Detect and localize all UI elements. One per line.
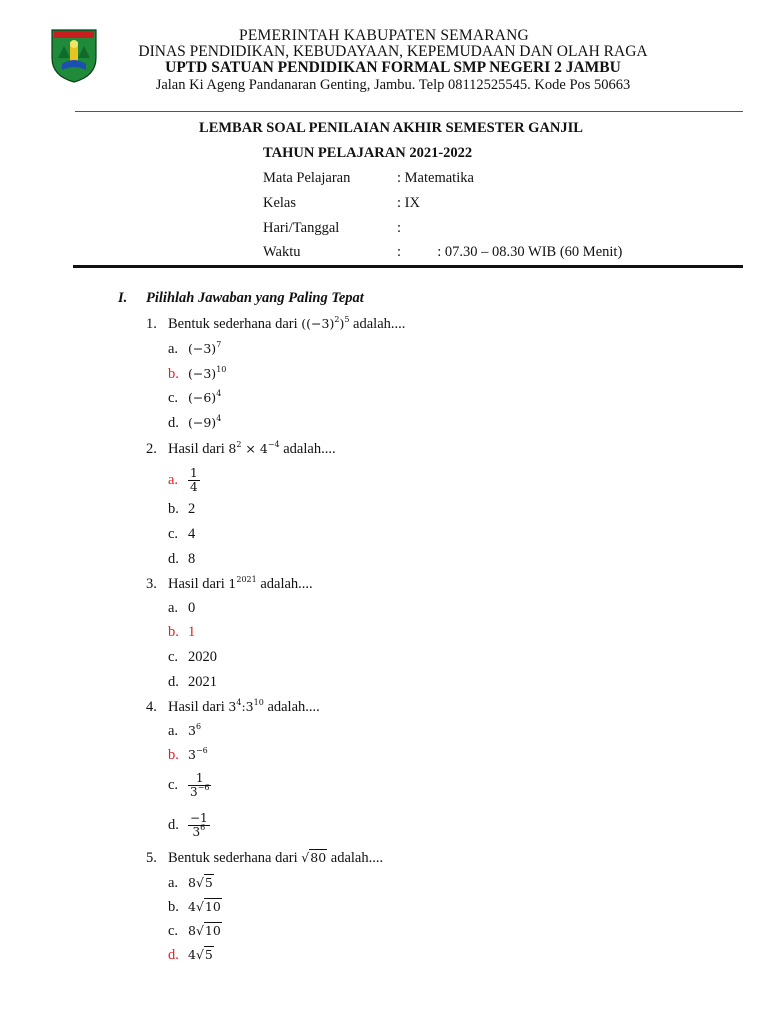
question-number: 4.	[146, 699, 157, 715]
option-letter: c.	[168, 776, 179, 793]
section-title: Pilihlah Jawaban yang Paling Tepat	[146, 290, 364, 306]
option-letter: c.	[168, 923, 179, 939]
info-label: Mata Pelajaran	[263, 170, 351, 186]
option-letter: d.	[168, 415, 179, 431]
option-fraction: $\frac{-1}{3^6}$	[190, 811, 208, 839]
header-divider	[75, 111, 743, 112]
info-label: Waktu	[263, 244, 301, 260]
option-letter: c.	[168, 649, 179, 665]
info-row-subject	[0, 170, 768, 190]
info-value: : IX	[397, 195, 420, 211]
question-text: Bentuk sederhana dari	[168, 850, 302, 866]
option-5c[interactable]	[168, 923, 222, 940]
option-math: $3^{-6}$	[188, 746, 208, 762]
option-math: $(-9)^4$	[188, 414, 222, 430]
option-letter: a.	[168, 723, 179, 739]
question-math: $3^4:3^{10}$	[228, 698, 264, 714]
question-suffix: adalah....	[256, 576, 313, 592]
question-number: 2.	[146, 441, 157, 457]
option-letter: d.	[168, 551, 179, 567]
info-value: :	[397, 220, 402, 236]
option-letter: b.	[168, 899, 179, 915]
question-suffix: adalah....	[279, 441, 336, 457]
option-letter: a.	[168, 600, 179, 616]
option-4d[interactable]	[168, 812, 210, 839]
question-text: Hasil dari	[168, 576, 229, 592]
option-1d[interactable]	[168, 415, 221, 432]
option-3b[interactable]	[168, 624, 195, 641]
option-3a[interactable]	[168, 600, 195, 617]
question-text: Hasil dari	[168, 441, 229, 457]
option-letter: b.	[168, 366, 179, 382]
option-math: $3^6$	[188, 722, 202, 738]
option-1b[interactable]	[168, 366, 226, 383]
option-letter: b.	[168, 747, 179, 763]
option-value: 2	[188, 501, 196, 517]
option-letter: a.	[168, 471, 179, 488]
option-5d[interactable]	[168, 947, 214, 964]
question-2	[146, 441, 336, 458]
question-math: $((-3)^2)^5$	[301, 315, 350, 331]
option-math: $(-3)^{10}$	[188, 365, 227, 381]
question-math: $1^{2021}$	[228, 575, 257, 591]
question-4	[146, 699, 320, 716]
info-divider	[73, 265, 743, 268]
option-3d[interactable]	[168, 674, 217, 691]
question-text: Bentuk sederhana dari	[168, 316, 302, 332]
info-row-time	[0, 244, 768, 264]
question-3	[146, 576, 313, 593]
option-2d[interactable]	[168, 551, 195, 568]
header-address: Jalan Ki Ageng Pandanaran Genting, Jambu. Telp 08112525545. Kode Pos 50663	[155, 77, 631, 93]
option-letter: b.	[168, 501, 179, 517]
option-letter: b.	[168, 624, 179, 640]
option-2a[interactable]	[168, 467, 200, 494]
option-math: $(-3)^7$	[188, 340, 222, 356]
header-line-3: UPTD SATUAN PENDIDIKAN FORMAL SMP NEGERI 2 JAMBU	[165, 59, 621, 76]
question-number: 3.	[146, 576, 157, 592]
option-letter: a.	[168, 341, 179, 357]
option-value: 0	[188, 600, 196, 616]
option-math: 8√5	[188, 875, 213, 890]
info-value: : : 07.30 – 08.30 WIB (60 Menit)	[397, 244, 623, 260]
option-value: 1	[188, 624, 196, 640]
option-5b[interactable]	[168, 899, 222, 916]
option-letter: c.	[168, 526, 179, 542]
option-4b[interactable]	[168, 747, 208, 764]
option-fraction: $\frac{1}{4}$	[190, 466, 198, 494]
option-letter: d.	[168, 674, 179, 690]
option-letter: d.	[168, 947, 179, 963]
question-5	[146, 850, 383, 867]
question-number: 5.	[146, 850, 157, 866]
option-3c[interactable]	[168, 649, 217, 666]
question-text: Hasil dari	[168, 699, 229, 715]
option-fraction: $\frac{1}{3^{-6}}$	[190, 771, 210, 799]
option-value: 2021	[188, 674, 217, 690]
option-5a[interactable]	[168, 875, 214, 892]
question-suffix: adalah....	[349, 316, 406, 332]
option-value: 2020	[188, 649, 217, 665]
header-line-1: PEMERINTAH KABUPATEN SEMARANG	[239, 27, 529, 44]
option-1c[interactable]	[168, 390, 221, 407]
option-letter: a.	[168, 875, 179, 891]
question-number: 1.	[146, 316, 157, 332]
option-math: 4√10	[188, 899, 221, 914]
info-value: : Matematika	[397, 170, 474, 186]
option-math: 4√5	[188, 947, 213, 962]
option-letter: c.	[168, 390, 179, 406]
option-math: 8√10	[188, 923, 221, 938]
question-1	[146, 316, 405, 333]
option-2c[interactable]	[168, 526, 195, 543]
option-math: $(-6)^4$	[188, 389, 222, 405]
info-row-date	[0, 220, 768, 240]
info-label: Hari/Tanggal	[263, 220, 340, 236]
question-suffix: adalah....	[327, 850, 384, 866]
option-2b[interactable]	[168, 501, 195, 518]
info-row-class	[0, 195, 768, 215]
option-1a[interactable]	[168, 341, 221, 358]
option-letter: d.	[168, 816, 179, 833]
header-line-2: DINAS PENDIDIKAN, KEBUDAYAAN, KEPEMUDAAN DAN OLAH RAGA	[138, 43, 648, 60]
option-4c[interactable]	[168, 772, 211, 799]
info-label: Kelas	[263, 195, 297, 211]
section-number: I.	[118, 290, 128, 306]
option-value: 4	[188, 526, 196, 542]
question-suffix: adalah....	[263, 699, 320, 715]
question-math: √80	[301, 850, 327, 865]
option-4a[interactable]	[168, 723, 201, 740]
option-value: 8	[188, 551, 196, 567]
academic-year: TAHUN PELAJARAN 2021-2022	[263, 145, 473, 161]
document-title: LEMBAR SOAL PENILAIAN AKHIR SEMESTER GANJIL	[199, 120, 583, 136]
section-heading	[118, 290, 364, 307]
question-math: $8^2 \times 4^{-4}$	[228, 440, 280, 456]
